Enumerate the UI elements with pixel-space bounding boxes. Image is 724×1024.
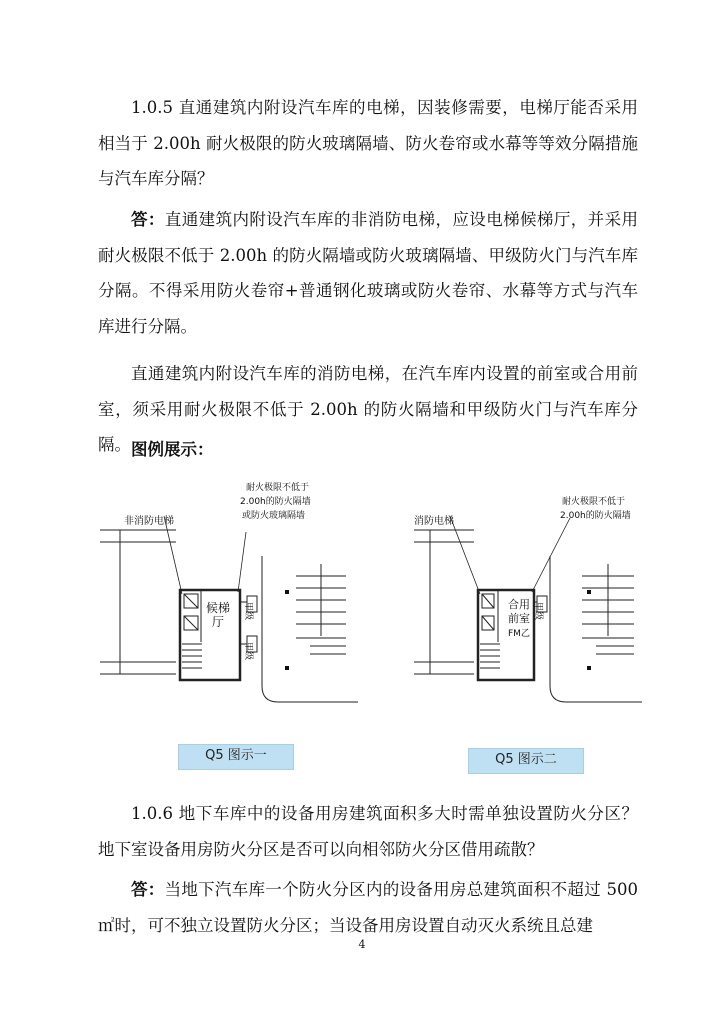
fig2-note-1: 耐火极限不低于 (562, 497, 626, 507)
fig1-room-2: 厅 (212, 615, 225, 629)
fig2-door-inner: FM乙 (508, 629, 530, 639)
fig1-door-1: 甲级 (243, 602, 253, 621)
answer-text: 直通建筑内附设汽车库的非消防电梯，应设电梯候梯厅，并采用耐火极限不低于 2.00h 的防火隔墙或防火玻璃隔墙、甲级防火门与汽车库分隔。不得采用防火卷帘+普通钢化玻璃或防火卷帘、水幕等方式与汽车库进行分隔。 (98, 210, 639, 336)
figure-1-caption: Q5 图示一 (178, 744, 294, 770)
q106-question: 1.0.6 地下车库中的设备用房建筑面积多大时需单独设置防火分区？地下室设备用房防火分区是否可以向相邻防火分区借用疏散？ (98, 804, 638, 859)
answer-label: 答： (131, 210, 165, 229)
fig2-room-2: 前室 (508, 612, 530, 625)
q105-answer-2: 直通建筑内附设汽车库的消防电梯，在汽车库内设置的前室或合用前室，须采用耐火极限不低于 2.00h 的防火隔墙和甲级防火门与汽车库分隔。 (98, 364, 638, 454)
fig1-door-2: 甲级 (243, 642, 253, 661)
fig1-note-3: 或防火玻璃隔墙 (242, 511, 306, 521)
fig2-elevator-label: 消防电梯 (414, 516, 454, 527)
q105-answer (98, 202, 638, 344)
q105-question: 1.0.5 直通建筑内附设汽车库的电梯，因装修需要，电梯厅能否采用相当于 2.00h 耐火极限的防火玻璃隔墙、防火卷帘或水幕等等效分隔措施与汽车库分隔？ (98, 98, 638, 188)
page-number: 4 (358, 938, 366, 951)
fig1-elevator-label: 非消防电梯 (124, 516, 174, 527)
fig1-note-1: 耐火极限不低于 (246, 483, 310, 493)
figure-2-caption: Q5 图示二 (468, 748, 584, 774)
legend-title: 图例展示： (131, 440, 214, 459)
fig2-door-1: 甲级 (533, 602, 543, 621)
figure-2-floorplan (410, 476, 642, 716)
q106-answer (98, 872, 638, 943)
fig1-room-1: 候梯 (206, 601, 231, 615)
answer-label-2: 答： (131, 880, 165, 899)
fig2-room-1: 合用 (508, 598, 530, 611)
figure-1-floorplan (96, 476, 358, 716)
fig2-note-2: 2.00h的防火隔墙 (560, 511, 631, 521)
answer-text-2: 当地下汽车库一个防火分区内的设备用房总建筑面积不超过 500㎡时，可不独立设置防火分区；当设备用房设置自动灭火系统且总建 (98, 880, 638, 935)
fig1-note-2: 2.00h的防火隔墙 (240, 497, 311, 507)
